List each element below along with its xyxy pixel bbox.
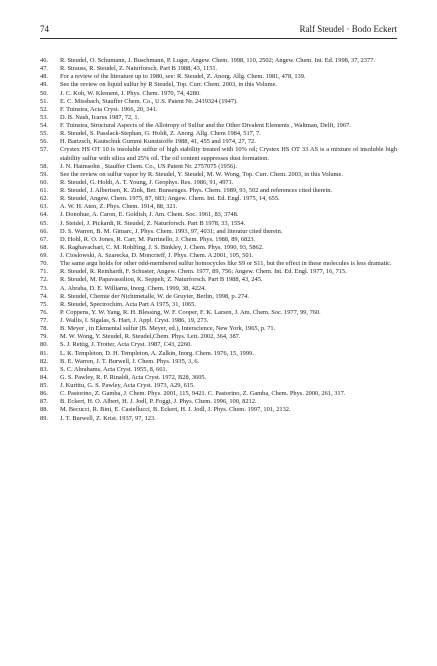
reference-text: A. W. H. Aten, Z. Phys. Chem. 1914, 88, 321. [60,203,178,211]
reference-number: 79. [40,333,48,341]
reference-item [40,73,397,81]
reference-text: J. Wallis, I. Sigalas, S. Hart, J. Appl. Cryst. 1986, 19, 273. [60,317,209,324]
reference-text: L. K. Templeton, D. H. Templeton, A. Zalkin, Inorg. Chem. 1976, 15, 1999. [60,349,254,357]
reference-item [40,358,397,366]
reference-item [40,276,397,284]
reference-number: 67. [40,235,48,243]
reference-text: P. Coppens, Y. W. Yang, R. H. Blessing, W. F. Cooper, F. K. Larsen, J. Am. Chem. Soc. 1977, 99, 760. [60,308,321,316]
reference-text: C. Pastorino, Z. Gamba, J. Chem. Phys. 2001, 115, 9421. C. Pastorino, Z. Gamba, Chem. Phys. 2000, 261, 317. [60,390,346,398]
reference-number: 70. [40,260,48,268]
reference-text: R. Steudel, G. Holdt, A. T. Young, J. Geophys. Res. 1986, 91, 4971. [60,178,234,186]
reference-number: 80. [40,341,48,349]
reference-number: 87. [40,398,48,406]
reference-text: E. C. Missbach, Stauffer Chem. Co., U.S. Patent Nr. 2419324 (1947). [60,97,238,105]
reference-number: 84. [40,373,48,381]
reference-item [40,106,397,114]
reference-text: R. Steudel, S. Passlack-Stephan, G. Holdt, Z. Anorg. Allg. Chem 1984, 517, 7. [60,130,261,138]
reference-number: 50. [40,89,48,97]
reference-text: R. Steudel, Chemie der Nichtmetalle, W. de Gruyter, Berlin, 1998, p. 274. [60,292,249,300]
reference-text: J. Donohue, A. Caron, E. Goldish, J. Am. Chem. Soc. 1961, 83, 3748. [60,211,239,219]
reference-item [40,163,397,171]
reference-text: S. J. Rettig, J. Trotter, Acta Cryst. 1987, C43, 2260. [60,341,192,349]
reference-number: 68. [40,243,48,251]
reference-number: 48. [40,73,48,81]
reference-text: M. Becucci, R. Bini, E. Castellucci, B. Eckert, H. J. Jodl, J. Phys. Chem. 1997, 101, 2132. [60,406,291,414]
reference-number: 78. [40,325,48,333]
reference-text: G. S. Pawley, R. P. Rinaldi, Acta Cryst. 1972, B28, 3605. [60,373,207,381]
reference-number: 54. [40,122,48,129]
reference-number: 51. [40,97,48,105]
reference-text: S. C. Abrahams, Acta Cryst. 1955, 8, 661. [60,365,168,373]
reference-number: 86. [40,390,48,398]
reference-item [40,57,397,65]
reference-item [40,309,397,317]
reference-number: 64. [40,211,48,219]
reference-item [40,406,397,414]
reference-text: B. E. Warren, J. T. Burwell, J. Chem. Phys. 1935, 3, 6. [60,357,200,365]
reference-item [40,146,397,162]
reference-number: 60. [40,178,48,186]
reference-item [40,236,397,244]
reference-number: 69. [40,252,48,259]
reference-number: 59. [40,170,48,178]
reference-text: M. W. Wong, Y. Steudel, R. Steudel,Chem. Phys. Lett. 2002, 364, 387. [60,333,241,341]
reference-item [40,333,397,341]
reference-number: 62. [40,195,48,203]
reference-text: J. T. Burwell, Z. Krist. 1937, 97, 123. [60,414,156,422]
reference-number: 55. [40,130,48,138]
reference-number: 57. [40,146,48,154]
reference-item [40,138,397,146]
reference-text: For a review of the literature up to 1980, see: R. Steudel, Z. Anorg. Allg. Chem. 1981, 478, 139. [60,73,306,81]
reference-list [40,57,397,423]
reference-item [40,65,397,73]
reference-item [40,374,397,382]
reference-item [40,122,397,130]
reference-text: R. Strauss, R. Steudel, Z. Naturforsch. Part B 1988, 43, 1151. [60,65,218,73]
reference-number: 72. [40,276,48,284]
reference-number: 74. [40,292,48,300]
reference-item [40,366,397,374]
reference-item [40,293,397,301]
reference-text: B. Eckert, H. O. Albert, H. J. Jodl, P. Foggi, J. Phys. Chem. 1996, 100, 8212. [60,398,257,406]
reference-item [40,244,397,252]
reference-item [40,350,397,358]
reference-item [40,90,397,98]
reference-item [40,252,397,260]
reference-item [40,130,397,138]
reference-text: J. C. Koh, W. Klement, J. Phys. Chem. 1970, 74, 4280. [60,89,201,97]
reference-number: 76. [40,308,48,316]
reference-item [40,390,397,398]
reference-number: 47. [40,65,48,73]
reference-number: 88. [40,406,48,414]
reference-text: See the review on sulfur vapor by R. Steudel, Y. Steudel, M. W. Wong, Top. Curr. Chem. 2003, in this Volume. [60,170,343,178]
reference-text: R. Steudel, Angew. Chem. 1975, 87, 683; Angew. Chem. Int. Ed. Engl. 1975, 14, 655. [60,195,280,203]
reference-text: F. Tuinstra, Structural Aspects of the Allotropy of Sulfur and the Other Divalent Elements , Waltman, Delft, 1967. [60,122,351,129]
reference-item [40,203,397,211]
page-number: 74 [40,24,49,34]
reference-number: 61. [40,187,48,194]
reference-item [40,325,397,333]
reference-text: The same argu holds for other odd-membered sulfur homocycles like S9 or S11, but the effect in these molecules is less dramatic. [60,260,392,268]
reference-item [40,228,397,236]
reference-text: B. Meyer , in Elemental sulfur (B. Meyer, ed.), Interscience, New York, 1965, p. 71. [60,325,276,333]
reference-text: R. Steudel, R. Reinhardt, F. Schuster, Angew. Chem. 1977, 89, 756; Angew. Chem. Int. Ed. Engl. 1977, 16, 715. [60,268,347,276]
reference-item [40,382,397,390]
reference-text: A. Abraha, D. E. Williams, Inorg. Chem. 1999, 38, 4224. [60,284,206,292]
reference-item [40,171,397,179]
reference-item [40,195,397,203]
reference-text: See the review on liquid sulfur by R Steudel, Top. Curr. Chem. 2003, in this Volume. [60,81,277,89]
reference-text: R. Steudel, J. Albertsen, K. Zink, Ber. Bunsenges. Phys. Chem. 1989, 93, 502 and references cited therein. [60,187,333,194]
reference-number: 49. [40,81,48,89]
reference-item [40,301,397,309]
reference-number: 52. [40,105,48,113]
reference-number: 58. [40,162,48,170]
reference-text: J. Steidel, J. Pickardt, R. Steudel, Z. Naturforsch. Part B 1978, 33, 1554. [60,219,246,227]
reference-number: 85. [40,382,48,389]
reference-item [40,268,397,276]
reference-number: 66. [40,227,48,235]
reference-number: 53. [40,113,48,121]
reference-number: 56. [40,138,48,146]
reference-item [40,114,397,122]
reference-text: H. Bartzsch, Kautschuk Gummi Kunststoffe 1988, 41, 455 and 1974, 27, 72. [60,138,256,146]
reference-number: 81. [40,349,48,357]
page-header [40,24,397,39]
reference-number: 82. [40,357,48,365]
reference-text: J. Cioslowski, A. Szarecka, D. Moncrieff, J. Phys. Chem. A 2001, 105, 501. [60,252,254,259]
running-head: Ralf Steudel · Bodo Eckert [299,24,397,34]
reference-text: R. Steudel, Spectrochim. Acta Part A 1975, 31, 1065. [60,300,196,308]
reference-number: 71. [40,268,48,276]
reference-item [40,285,397,293]
reference-number: 63. [40,203,48,211]
reference-text: Crystex HS OT 10 is insoluble sulfur of high stability treated with 10% oil; Crystex HS OT 33 AS is a mixture of insoluble high stability sulfur with silica and 25% oil. The oil content suppresses dust formation. [60,146,397,162]
reference-item [40,317,397,325]
reference-text: D. S. Warren, B. M. Gimarc, J. Phys. Chem. 1993, 97, 4031; and literatur cited therein. [60,227,283,235]
reference-text: F. Tuinstra, Acta Cryst. 1966, 20, 341. [60,105,158,113]
reference-number: 77. [40,317,48,324]
reference-number: 65. [40,219,48,227]
reference-number: 73. [40,284,48,292]
reference-item [40,220,397,228]
reference-item [40,211,397,219]
reference-text: D. B. Nash, Icarus 1987, 72, 1. [60,113,140,121]
reference-item [40,398,397,406]
reference-item [40,98,397,106]
reference-item [40,81,397,89]
reference-item [40,415,397,423]
reference-number: 75. [40,300,48,308]
reference-item [40,341,397,349]
reference-item [40,187,397,195]
reference-item [40,260,397,268]
reference-text: D. Hohl, R. O. Jones, R. Carr, M. Parrinello, J. Chem. Phys. 1988, 89, 6823. [60,235,256,243]
reference-item [40,179,397,187]
reference-text: K. Raghavachari, C. M. Rohlfing, J. S. Binkley, J. Chem. Phys. 1990, 93, 5862. [60,243,264,251]
reference-text: R. Steudel, M. Papavassiliou, K. Seppelt, Z. Naturforsch. Part B 1988, 43, 245. [60,276,263,284]
reference-text: J. N. Haimsohn , Stauffer Chem. Co., US Patent Nr. 2757075 (1956). [60,162,237,170]
reference-text: R. Steudel, O. Schumann, J. Buschmann, P. Luger, Angew. Chem. 1998, 110, 2502; Angew. Chem. Int. Ed. 1998, 37, 2377. [60,57,375,64]
reference-number: 46. [40,57,48,64]
reference-number: 83. [40,365,48,373]
reference-number: 89. [40,414,48,422]
reference-text: J. Kurittu, G. S. Pawley, Acta Cryst. 1973, A29, 615. [60,382,195,389]
